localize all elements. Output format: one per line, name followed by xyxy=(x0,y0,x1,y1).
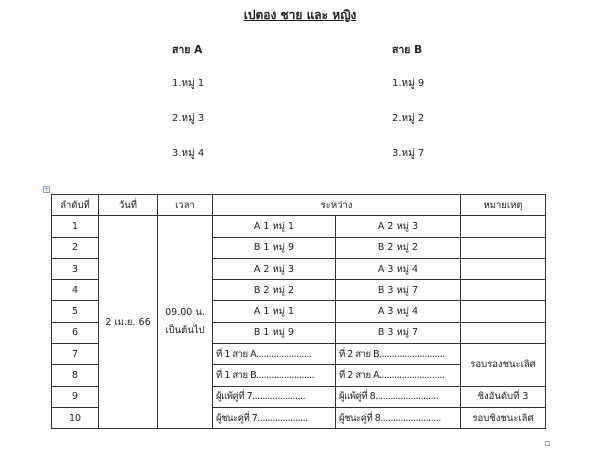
row-number: 1 xyxy=(52,216,99,237)
row-number: 9 xyxy=(52,386,99,407)
note-cell xyxy=(461,322,546,343)
team-2: B 2 หมู่ 2 xyxy=(336,237,461,258)
row-number: 10 xyxy=(52,407,99,428)
schedule-table xyxy=(51,194,546,429)
team-2: A 3 หมู่ 4 xyxy=(336,258,461,279)
header-between: ระหว่าง xyxy=(213,195,461,216)
team-2: ผู้ชนะคู่ที่ 8........................ xyxy=(336,407,461,428)
header-date: วันที่ xyxy=(99,195,158,216)
group-a-item-3: 3.หมู่ 4 xyxy=(172,148,205,159)
team-2: ที่ 2 สาย B.......................... xyxy=(336,344,461,365)
table-header-row xyxy=(52,195,546,216)
row-number: 2 xyxy=(52,237,99,258)
table-resize-handle-icon[interactable] xyxy=(545,441,550,446)
time-onward: เป็นต้นไป xyxy=(165,325,205,337)
header-time: เวลา xyxy=(158,195,213,216)
note-cell xyxy=(461,280,546,301)
note-final: รอบชิงชนะเลิศ xyxy=(461,407,546,428)
note-cell xyxy=(461,258,546,279)
team-1: ที่ 1 สาย A...................... xyxy=(213,344,336,365)
note-cell xyxy=(461,301,546,322)
team-1: ผู้แพ้คู่ที่ 7..................... xyxy=(213,386,336,407)
group-b-item-1: 1.หมู่ 9 xyxy=(392,78,425,89)
row-number: 6 xyxy=(52,322,99,343)
team-2: A 2 หมู่ 3 xyxy=(336,216,461,237)
time-cell xyxy=(158,216,213,429)
group-b-item-2: 2.หมู่ 2 xyxy=(392,113,425,124)
team-1: ผู้ชนะคู่ที่ 7.................... xyxy=(213,407,336,428)
group-a-item-2: 2.หมู่ 3 xyxy=(172,113,205,124)
group-a-item-1: 1.หมู่ 1 xyxy=(172,78,205,89)
date-cell: 2 เม.ย. 66 xyxy=(99,216,158,429)
team-1: B 2 หมู่ 2 xyxy=(213,280,336,301)
document-title: เปตอง ชาย และ หญิง xyxy=(243,8,357,22)
row-number: 8 xyxy=(52,365,99,386)
note-semifinal: รอบรองชนะเลิศ xyxy=(461,344,546,387)
team-1: B 1 หมู่ 9 xyxy=(213,322,336,343)
team-2: ผู้แพ้คู่ที่ 8......................... xyxy=(336,386,461,407)
table-row xyxy=(52,216,546,237)
row-number: 3 xyxy=(52,258,99,279)
header-note: หมายเหตุ xyxy=(461,195,546,216)
team-1: A 1 หมู่ 1 xyxy=(213,216,336,237)
note-cell xyxy=(461,216,546,237)
row-number: 4 xyxy=(52,280,99,301)
group-b-name: สาย B xyxy=(392,44,423,56)
team-1: A 2 หมู่ 3 xyxy=(213,258,336,279)
team-2: ที่ 2 สาย A.......................... xyxy=(336,365,461,386)
row-number: 7 xyxy=(52,344,99,365)
note-cell xyxy=(461,237,546,258)
note-third-place: ชิงอันดับที่ 3 xyxy=(461,386,546,407)
team-2: B 3 หมู่ 7 xyxy=(336,280,461,301)
table-move-handle-icon[interactable]: + xyxy=(44,186,50,193)
team-1: B 1 หมู่ 9 xyxy=(213,237,336,258)
team-1: A 1 หมู่ 1 xyxy=(213,301,336,322)
row-number: 5 xyxy=(52,301,99,322)
time-start: 09.00 น. xyxy=(165,307,205,319)
team-1: ที่ 1 สาย B....................... xyxy=(213,365,336,386)
header-order: ลำดับที่ xyxy=(52,195,99,216)
team-2: B 3 หมู่ 7 xyxy=(336,322,461,343)
team-2: A 3 หมู่ 4 xyxy=(336,301,461,322)
group-b-item-3: 3.หมู่ 7 xyxy=(392,148,425,159)
group-a-name: สาย A xyxy=(172,44,203,56)
